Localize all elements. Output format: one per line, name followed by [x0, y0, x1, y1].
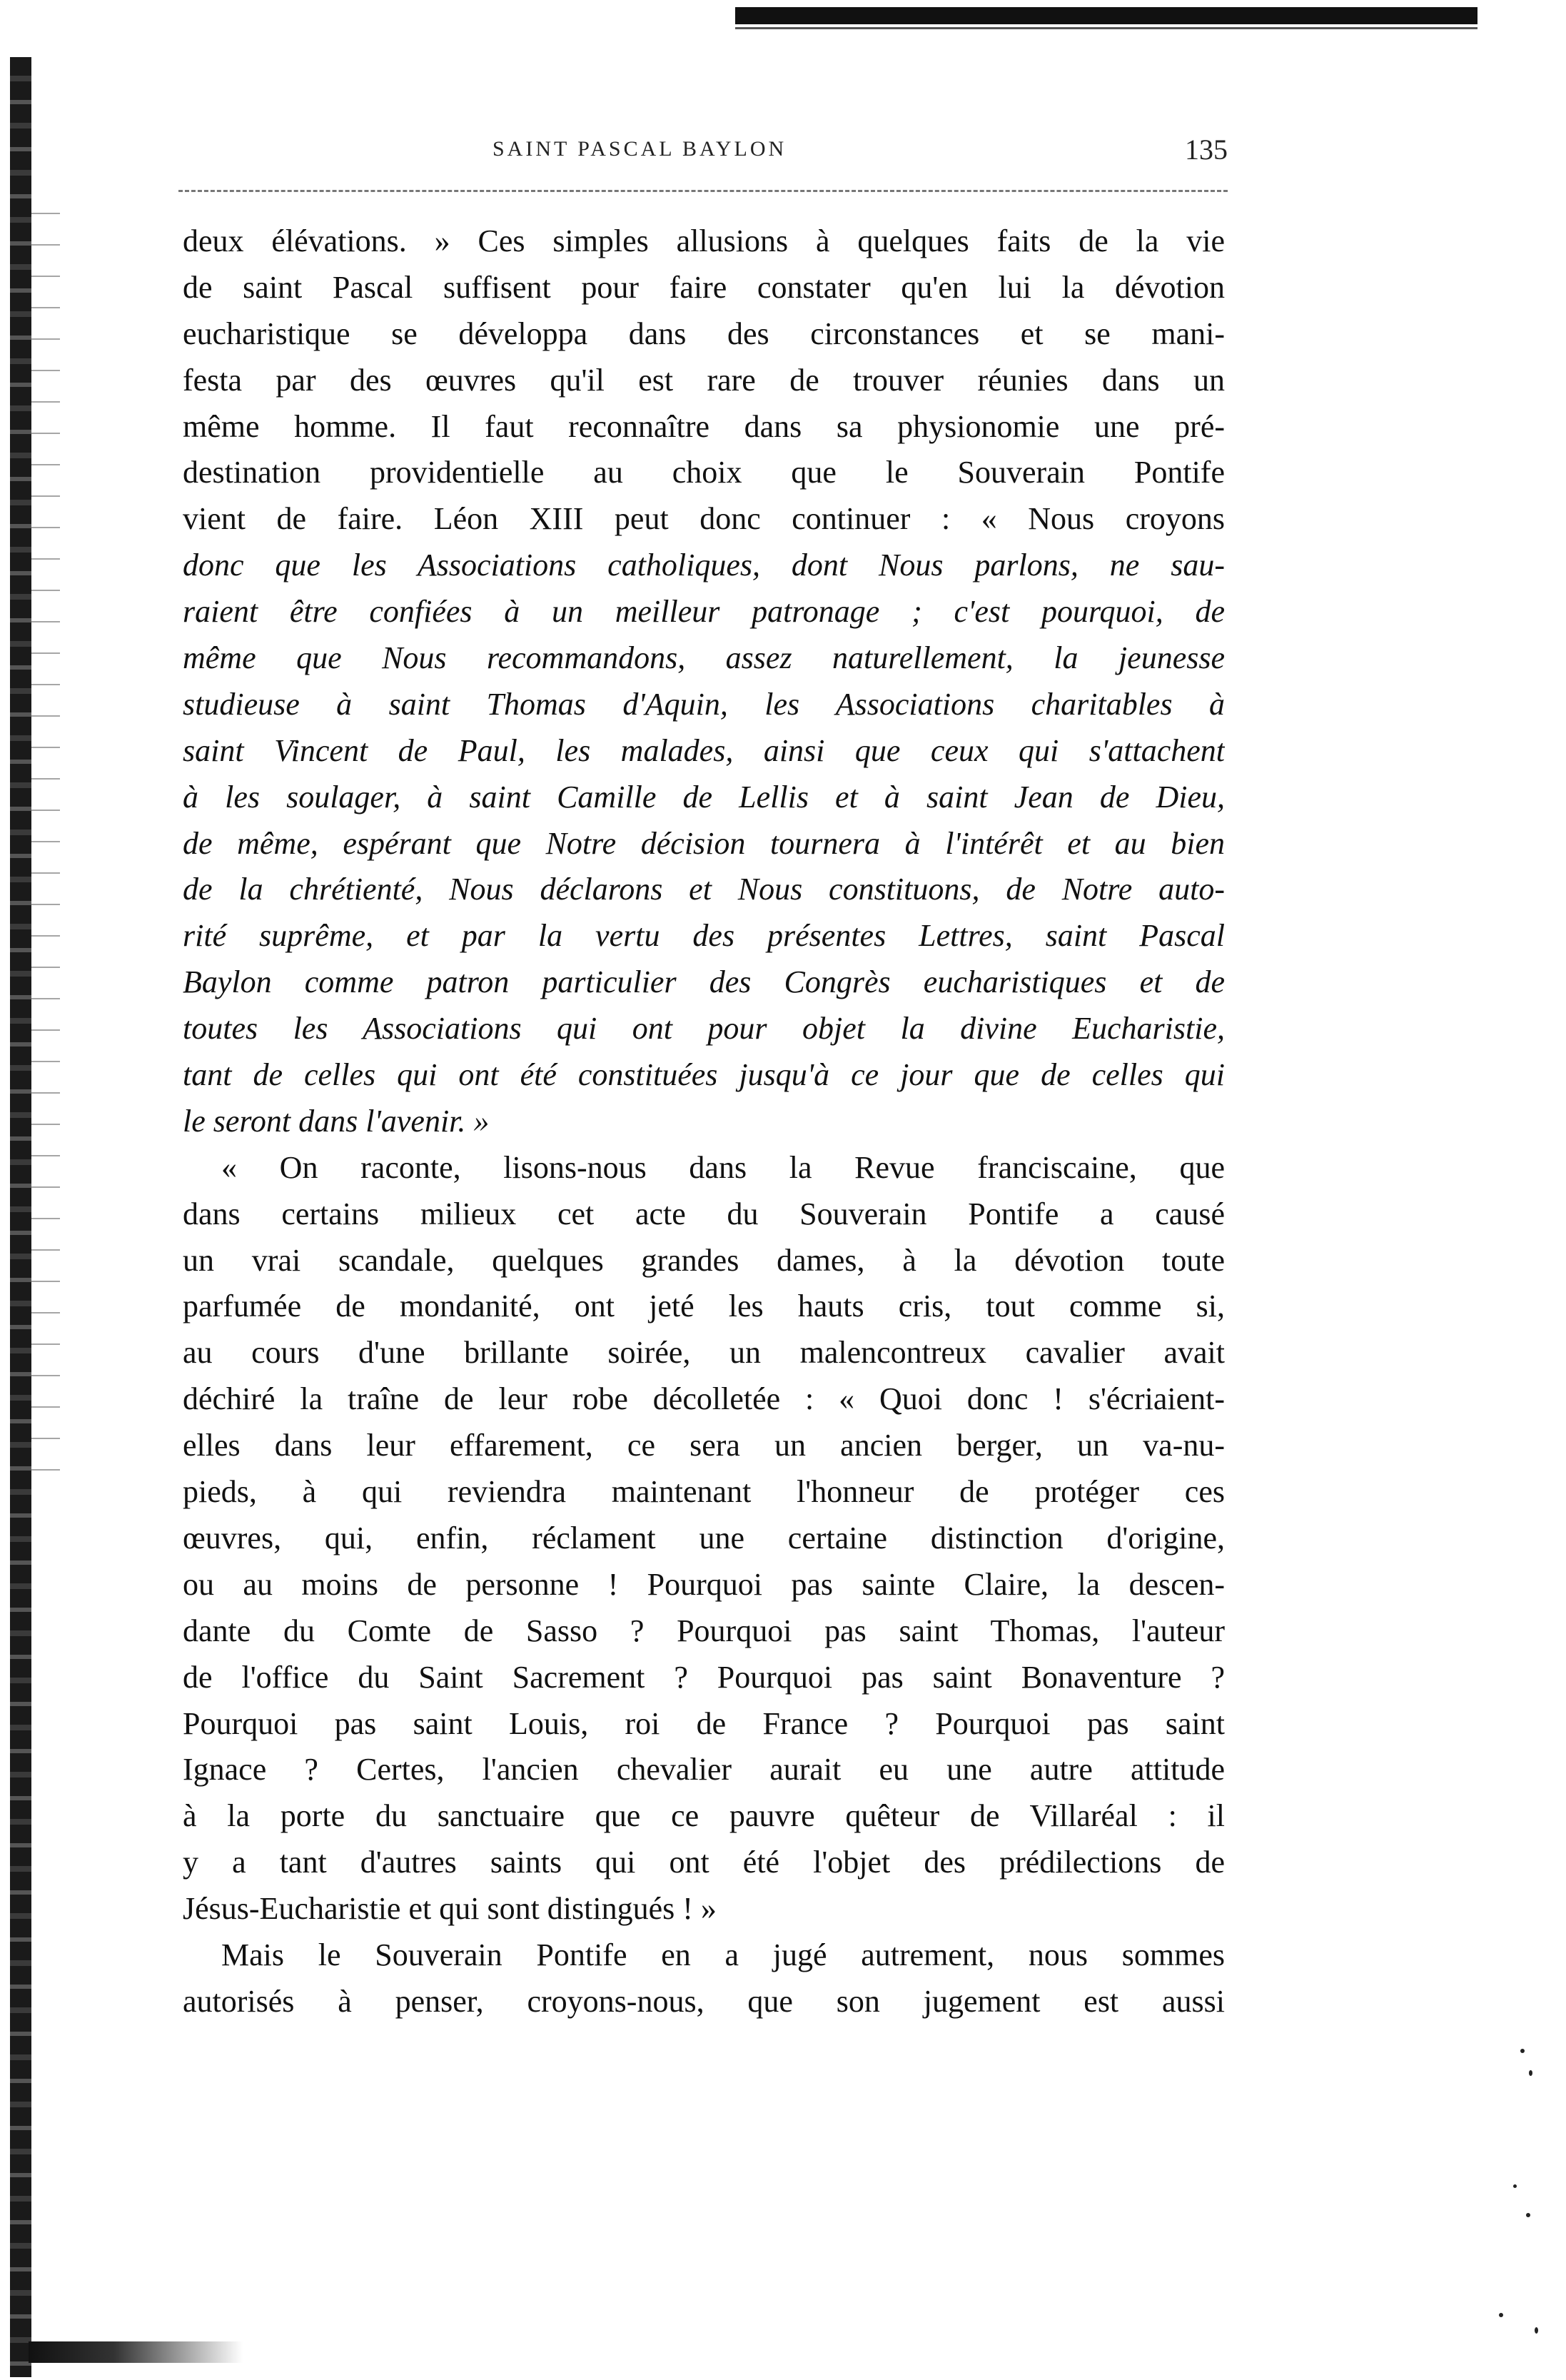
text-line: au cours d'une brillante soirée, un malencontreux cavalier avait: [183, 1335, 1225, 1371]
text-line: festa par des œuvres qu'il est rare de trouver réunies dans un: [183, 362, 1225, 398]
scan-specks: [1485, 2042, 1556, 2370]
text-line-italic: à les soulager, à saint Camille de Lellis et à saint Jean de Dieu,: [183, 779, 1225, 815]
text-line: Pourquoi pas saint Louis, roi de France ? Pourquoi pas saint: [183, 1705, 1225, 1741]
text-line: destination providentielle au choix que le Souverain Pontife: [183, 455, 1225, 490]
top-scan-rule: [735, 7, 1477, 24]
top-scan-rule-thin: [735, 27, 1477, 29]
text-line-italic: raient être confiées à un meilleur patronage ; c'est pourquoi, de: [183, 594, 1225, 630]
text-line-italic: même que Nous recommandons, assez naturellement, la jeunesse: [183, 640, 1225, 676]
text-line: même homme. Il faut reconnaître dans sa physionomie une pré-: [183, 408, 1225, 444]
speck: [1535, 2327, 1538, 2334]
text-line: Ignace ? Certes, l'ancien chevalier aurait eu une autre attitude: [183, 1752, 1225, 1787]
text-line: dans certains milieux cet acte du Souverain Pontife a causé: [183, 1196, 1225, 1231]
bottom-scan-smear: [29, 2341, 243, 2363]
text-line: de l'office du Saint Sacrement ? Pourquoi pas saint Bonaventure ?: [183, 1659, 1225, 1695]
text-line: de saint Pascal suffisent pour faire constater qu'en lui la dévotion: [183, 269, 1225, 305]
text-line-italic: le seront dans l'avenir. »: [183, 1103, 490, 1139]
text-line: vient de faire. Léon XIII peut donc continuer : « Nous croyons: [183, 501, 1225, 537]
text-line-italic: Baylon comme patron particulier des Congrès eucharistiques et de: [183, 964, 1225, 1000]
text-line-italic: donc que les Associations catholiques, dont Nous parlons, ne sau-: [183, 548, 1225, 583]
left-scan-edge: [10, 57, 31, 2377]
text-line: y a tant d'autres saints qui ont été l'objet des prédilections de: [183, 1845, 1225, 1880]
text-line-italic: saint Vincent de Paul, les malades, ainsi que ceux qui s'attachent: [183, 732, 1225, 768]
text-line: autorisés à penser, croyons-nous, que son jugement est aussi: [183, 1983, 1225, 2019]
text-line: pieds, à qui reviendra maintenant l'honneur de protéger ces: [183, 1474, 1225, 1510]
text-line-italic: tant de celles qui ont été constituées jusqu'à ce jour que de celles qui: [183, 1057, 1225, 1093]
speck: [1526, 2213, 1530, 2217]
speck: [1513, 2184, 1517, 2188]
text-line: eucharistique se développa dans des circonstances et se mani-: [183, 316, 1225, 351]
text-line: un vrai scandale, quelques grandes dames, à la dévotion toute: [183, 1242, 1225, 1278]
running-title: SAINT PASCAL BAYLON: [492, 137, 787, 161]
text-line: parfumée de mondanité, ont jeté les hauts cris, tout comme si,: [183, 1289, 1225, 1324]
text-line-italic: de même, espérant que Notre décision tournera à l'intérêt et au bien: [183, 825, 1225, 861]
left-scan-noise: [31, 200, 60, 1485]
text-line: « On raconte, lisons-nous dans la Revue franciscaine, que: [221, 1149, 1225, 1185]
text-line-italic: toutes les Associations qui ont pour objet la divine Eucharistie,: [183, 1011, 1225, 1047]
speck: [1520, 2049, 1525, 2053]
speck: [1529, 2070, 1532, 2076]
text-line: œuvres, qui, enfin, réclament une certaine distinction d'origine,: [183, 1520, 1225, 1555]
text-line: ou au moins de personne ! Pourquoi pas sainte Claire, la descen-: [183, 1566, 1225, 1602]
text-line: Mais le Souverain Pontife en a jugé autrement, nous sommes: [221, 1937, 1225, 1972]
text-line: dante du Comte de Sasso ? Pourquoi pas saint Thomas, l'auteur: [183, 1613, 1225, 1648]
text-line: déchiré la traîne de leur robe décolletée : « Quoi donc ! s'écriaient-: [183, 1381, 1225, 1417]
running-head: [178, 133, 1228, 176]
header-rule: [178, 190, 1228, 192]
text-line: Jésus-Eucharistie et qui sont distingués ! »: [183, 1891, 717, 1927]
page-number: 135: [1185, 133, 1228, 166]
text-line: à la porte du sanctuaire que ce pauvre quêteur de Villaréal : il: [183, 1798, 1225, 1834]
text-line: elles dans leur effarement, ce sera un ancien berger, un va-nu-: [183, 1428, 1225, 1463]
speck: [1499, 2313, 1503, 2317]
text-line-italic: rité suprême, et par la vertu des présentes Lettres, saint Pascal: [183, 918, 1225, 954]
text-line-italic: de la chrétienté, Nous déclarons et Nous constituons, de Notre auto-: [183, 872, 1225, 907]
body-text: [183, 218, 1225, 2025]
text-line: deux élévations. » Ces simples allusions à quelques faits de la vie: [183, 223, 1225, 258]
text-line-italic: studieuse à saint Thomas d'Aquin, les Associations charitables à: [183, 686, 1225, 722]
